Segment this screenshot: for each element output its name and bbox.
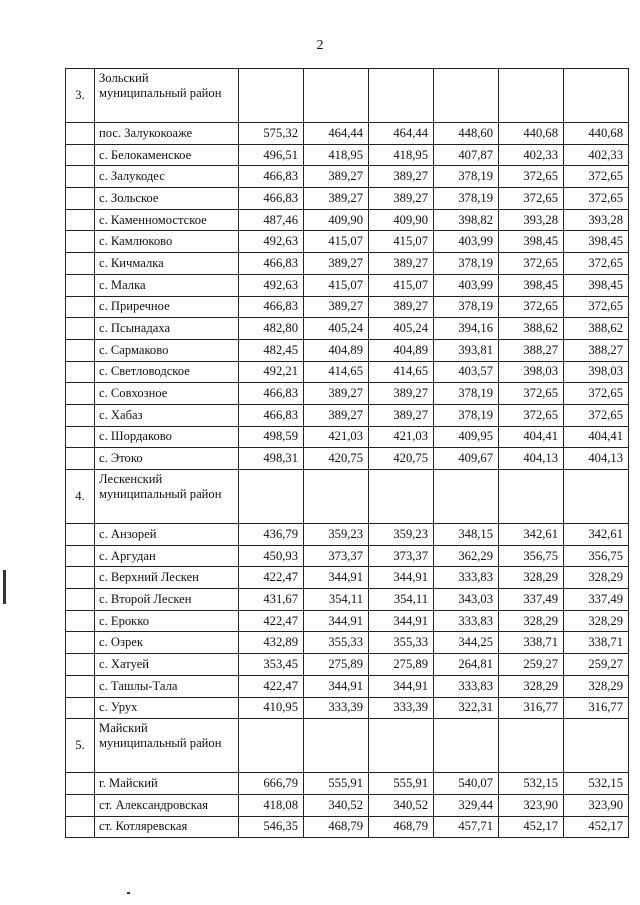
value-cell: 372,65 [499, 188, 564, 210]
value-cell: 378,19 [434, 166, 499, 188]
value-cell: 450,93 [239, 545, 304, 567]
value-cell: 264,81 [434, 654, 499, 676]
value-cell: 432,89 [239, 632, 304, 654]
value-cell: 452,17 [564, 816, 629, 838]
table-row [66, 773, 629, 795]
settlement-name-cell: пос. Залукокоаже [95, 123, 239, 145]
row-number-cell [66, 166, 95, 188]
settlement-name-cell: с. Верхний Лескен [95, 567, 239, 589]
value-cell: 466,83 [239, 296, 304, 318]
value-cell: 328,29 [564, 675, 629, 697]
value-cell: 259,27 [499, 654, 564, 676]
row-number-cell: 5. [66, 719, 95, 773]
value-cell [499, 470, 564, 524]
row-number-cell [66, 123, 95, 145]
value-cell: 405,24 [369, 318, 434, 340]
value-cell: 398,03 [499, 361, 564, 383]
settlement-name-cell: с. Аргудан [95, 545, 239, 567]
row-number-cell [66, 567, 95, 589]
value-cell: 328,29 [499, 675, 564, 697]
value-cell: 388,27 [564, 339, 629, 361]
value-cell: 372,65 [499, 404, 564, 426]
value-cell: 354,11 [304, 589, 369, 611]
settlement-name-cell: с. Малка [95, 274, 239, 296]
table-row [66, 816, 629, 838]
value-cell: 389,27 [304, 188, 369, 210]
value-cell: 328,29 [564, 567, 629, 589]
value-cell: 422,47 [239, 567, 304, 589]
value-cell: 388,62 [564, 318, 629, 340]
value-cell: 389,27 [304, 404, 369, 426]
table-row [66, 589, 629, 611]
row-number-cell [66, 632, 95, 654]
value-cell: 464,44 [369, 123, 434, 145]
value-cell: 389,27 [304, 296, 369, 318]
value-cell [369, 470, 434, 524]
value-cell [499, 719, 564, 773]
value-cell: 402,33 [499, 144, 564, 166]
row-number-cell [66, 361, 95, 383]
value-cell: 338,71 [564, 632, 629, 654]
value-cell: 356,75 [499, 545, 564, 567]
value-cell: 389,27 [304, 383, 369, 405]
value-cell: 403,57 [434, 361, 499, 383]
value-cell: 414,65 [369, 361, 434, 383]
table-row [66, 144, 629, 166]
settlement-name-cell: с. Кичмалка [95, 253, 239, 275]
value-cell: 344,25 [434, 632, 499, 654]
settlement-name-cell: с. Зольское [95, 188, 239, 210]
settlement-name-cell: с. Этоко [95, 448, 239, 470]
row-number-cell [66, 773, 95, 795]
value-cell: 378,19 [434, 383, 499, 405]
settlement-name-cell: г. Майский [95, 773, 239, 795]
row-number-cell [66, 253, 95, 275]
table-row [66, 274, 629, 296]
table-row [66, 654, 629, 676]
value-cell [434, 470, 499, 524]
settlement-name-cell: с. Шордаково [95, 426, 239, 448]
value-cell: 372,65 [499, 253, 564, 275]
value-cell: 398,45 [499, 274, 564, 296]
value-cell: 340,52 [304, 794, 369, 816]
value-cell: 404,41 [499, 426, 564, 448]
scan-dot [127, 892, 130, 894]
row-number-cell: 4. [66, 470, 95, 524]
table-row [66, 209, 629, 231]
value-cell: 328,29 [499, 567, 564, 589]
value-cell: 492,63 [239, 274, 304, 296]
value-cell: 466,83 [239, 188, 304, 210]
value-cell: 372,65 [564, 188, 629, 210]
table-row [66, 188, 629, 210]
value-cell: 405,24 [304, 318, 369, 340]
table-row [66, 253, 629, 275]
settlement-name-cell: ст. Котляревская [95, 816, 239, 838]
value-cell [434, 719, 499, 773]
value-cell: 362,29 [434, 545, 499, 567]
value-cell: 418,95 [369, 144, 434, 166]
value-cell: 389,27 [369, 188, 434, 210]
value-cell: 398,45 [499, 231, 564, 253]
table-row [66, 675, 629, 697]
value-cell: 407,87 [434, 144, 499, 166]
row-number-cell [66, 589, 95, 611]
table-row [66, 296, 629, 318]
value-cell: 323,90 [499, 794, 564, 816]
value-cell: 431,67 [239, 589, 304, 611]
value-cell: 415,07 [369, 274, 434, 296]
settlement-name-cell: с. Озрек [95, 632, 239, 654]
value-cell: 403,99 [434, 231, 499, 253]
value-cell: 420,75 [369, 448, 434, 470]
scan-mark [3, 570, 6, 604]
value-cell [499, 69, 564, 123]
value-cell: 418,08 [239, 794, 304, 816]
value-cell: 343,03 [434, 589, 499, 611]
value-cell: 388,27 [499, 339, 564, 361]
value-cell [304, 719, 369, 773]
table-row [66, 426, 629, 448]
value-cell: 340,52 [369, 794, 434, 816]
table-row [66, 567, 629, 589]
value-cell: 275,89 [304, 654, 369, 676]
table-row [66, 404, 629, 426]
value-cell [434, 69, 499, 123]
value-cell: 482,80 [239, 318, 304, 340]
settlement-name-cell: ст. Александровская [95, 794, 239, 816]
row-number-cell [66, 545, 95, 567]
table-row [66, 697, 629, 719]
row-number-cell [66, 794, 95, 816]
value-cell: 498,31 [239, 448, 304, 470]
value-cell: 393,81 [434, 339, 499, 361]
value-cell: 344,91 [369, 567, 434, 589]
value-cell: 353,45 [239, 654, 304, 676]
table-row [66, 383, 629, 405]
district-name-cell: Лескенский муниципальный район [95, 470, 239, 524]
row-number-cell [66, 188, 95, 210]
value-cell: 393,28 [564, 209, 629, 231]
value-cell: 546,35 [239, 816, 304, 838]
value-cell: 372,65 [564, 296, 629, 318]
value-cell: 409,90 [369, 209, 434, 231]
value-cell: 398,45 [564, 274, 629, 296]
value-cell: 404,13 [564, 448, 629, 470]
value-cell: 555,91 [369, 773, 434, 795]
table-row [66, 545, 629, 567]
value-cell: 487,46 [239, 209, 304, 231]
value-cell: 389,27 [369, 166, 434, 188]
row-number-cell [66, 231, 95, 253]
settlement-name-cell: с. Каменномостское [95, 209, 239, 231]
value-cell: 329,44 [434, 794, 499, 816]
settlement-name-cell: с. Камлюково [95, 231, 239, 253]
value-cell: 452,17 [499, 816, 564, 838]
value-cell: 342,61 [499, 524, 564, 546]
value-cell: 328,29 [499, 610, 564, 632]
value-cell: 333,39 [304, 697, 369, 719]
value-cell: 389,27 [369, 296, 434, 318]
row-number-cell [66, 524, 95, 546]
district-header-row [66, 470, 629, 524]
value-cell: 378,19 [434, 404, 499, 426]
table-row [66, 339, 629, 361]
value-cell: 440,68 [499, 123, 564, 145]
value-cell: 388,62 [499, 318, 564, 340]
value-cell [564, 470, 629, 524]
value-cell: 404,41 [564, 426, 629, 448]
row-number-cell [66, 697, 95, 719]
value-cell [564, 69, 629, 123]
row-number-cell [66, 426, 95, 448]
value-cell: 466,83 [239, 166, 304, 188]
row-number-cell [66, 404, 95, 426]
value-cell: 342,61 [564, 524, 629, 546]
value-cell: 378,19 [434, 253, 499, 275]
value-cell: 344,91 [304, 567, 369, 589]
value-cell: 344,91 [304, 610, 369, 632]
value-cell: 468,79 [369, 816, 434, 838]
settlement-name-cell: с. Анзорей [95, 524, 239, 546]
value-cell: 389,27 [369, 253, 434, 275]
value-cell: 323,90 [564, 794, 629, 816]
settlement-name-cell: с. Урух [95, 697, 239, 719]
value-cell [304, 470, 369, 524]
value-cell: 436,79 [239, 524, 304, 546]
value-cell: 372,65 [564, 383, 629, 405]
value-cell: 372,65 [499, 383, 564, 405]
value-cell: 316,77 [564, 697, 629, 719]
value-cell: 373,37 [304, 545, 369, 567]
value-cell: 466,83 [239, 404, 304, 426]
district-name-cell: Майский муниципальный район [95, 719, 239, 773]
value-cell: 372,65 [564, 404, 629, 426]
settlement-name-cell: с. Светловодское [95, 361, 239, 383]
value-cell [369, 719, 434, 773]
value-cell: 464,44 [304, 123, 369, 145]
value-cell: 348,15 [434, 524, 499, 546]
row-number-cell [66, 274, 95, 296]
value-cell: 344,91 [369, 675, 434, 697]
district-header-row [66, 69, 629, 123]
value-cell: 482,45 [239, 339, 304, 361]
page-number: 2 [316, 38, 324, 53]
settlement-name-cell: с. Хатуей [95, 654, 239, 676]
table-row [66, 318, 629, 340]
value-cell: 389,27 [304, 253, 369, 275]
value-cell [239, 470, 304, 524]
value-cell: 403,99 [434, 274, 499, 296]
value-cell: 372,65 [564, 166, 629, 188]
value-cell: 422,47 [239, 675, 304, 697]
row-number-cell: 3. [66, 69, 95, 123]
value-cell: 378,19 [434, 296, 499, 318]
value-cell: 359,23 [304, 524, 369, 546]
value-cell: 421,03 [369, 426, 434, 448]
value-cell: 466,83 [239, 253, 304, 275]
value-cell: 394,16 [434, 318, 499, 340]
value-cell: 422,47 [239, 610, 304, 632]
settlement-name-cell: с. Псынадаха [95, 318, 239, 340]
value-cell [369, 69, 434, 123]
value-cell: 398,03 [564, 361, 629, 383]
value-cell: 337,49 [499, 589, 564, 611]
value-cell: 415,07 [304, 274, 369, 296]
value-cell: 389,27 [304, 166, 369, 188]
value-cell: 532,15 [564, 773, 629, 795]
settlement-name-cell: с. Ташлы-Тала [95, 675, 239, 697]
value-cell: 333,39 [369, 697, 434, 719]
settlement-name-cell: с. Залукодес [95, 166, 239, 188]
value-cell: 333,83 [434, 675, 499, 697]
table-row [66, 231, 629, 253]
table-row [66, 524, 629, 546]
value-cell: 448,60 [434, 123, 499, 145]
table-row [66, 166, 629, 188]
value-cell: 344,91 [369, 610, 434, 632]
value-cell: 466,83 [239, 383, 304, 405]
value-cell: 398,82 [434, 209, 499, 231]
value-cell: 372,65 [499, 296, 564, 318]
table-row [66, 123, 629, 145]
row-number-cell [66, 339, 95, 361]
table-body [66, 69, 629, 838]
value-cell: 389,27 [369, 383, 434, 405]
value-cell: 410,95 [239, 697, 304, 719]
value-cell: 373,37 [369, 545, 434, 567]
value-cell: 420,75 [304, 448, 369, 470]
row-number-cell [66, 209, 95, 231]
value-cell: 354,11 [369, 589, 434, 611]
value-cell: 359,23 [369, 524, 434, 546]
district-name-cell: Зольский муниципальный район [95, 69, 239, 123]
table-row [66, 794, 629, 816]
value-cell: 344,91 [304, 675, 369, 697]
settlement-name-cell: с. Белокаменское [95, 144, 239, 166]
value-cell: 409,95 [434, 426, 499, 448]
value-cell: 492,63 [239, 231, 304, 253]
value-cell: 333,83 [434, 567, 499, 589]
settlement-name-cell: с. Сармаково [95, 339, 239, 361]
value-cell: 338,71 [499, 632, 564, 654]
value-cell: 415,07 [369, 231, 434, 253]
value-cell: 496,51 [239, 144, 304, 166]
value-cell: 389,27 [369, 404, 434, 426]
value-cell: 372,65 [499, 166, 564, 188]
value-cell: 468,79 [304, 816, 369, 838]
value-cell: 575,32 [239, 123, 304, 145]
value-cell: 355,33 [304, 632, 369, 654]
value-cell: 372,65 [564, 253, 629, 275]
value-cell: 259,27 [564, 654, 629, 676]
row-number-cell [66, 144, 95, 166]
row-number-cell [66, 383, 95, 405]
settlement-name-cell: с. Совхозное [95, 383, 239, 405]
value-cell: 418,95 [304, 144, 369, 166]
row-number-cell [66, 675, 95, 697]
row-number-cell [66, 816, 95, 838]
tariff-table [65, 68, 629, 838]
value-cell: 404,89 [304, 339, 369, 361]
value-cell: 415,07 [304, 231, 369, 253]
value-cell: 337,49 [564, 589, 629, 611]
value-cell: 316,77 [499, 697, 564, 719]
value-cell: 402,33 [564, 144, 629, 166]
value-cell: 356,75 [564, 545, 629, 567]
value-cell: 393,28 [499, 209, 564, 231]
value-cell: 498,59 [239, 426, 304, 448]
table-row [66, 632, 629, 654]
value-cell: 409,67 [434, 448, 499, 470]
value-cell: 355,33 [369, 632, 434, 654]
value-cell [304, 69, 369, 123]
district-header-row [66, 719, 629, 773]
value-cell [239, 719, 304, 773]
row-number-cell [66, 654, 95, 676]
value-cell [564, 719, 629, 773]
settlement-name-cell: с. Ерокко [95, 610, 239, 632]
value-cell: 322,31 [434, 697, 499, 719]
table-row [66, 610, 629, 632]
table-row [66, 448, 629, 470]
value-cell: 328,29 [564, 610, 629, 632]
table-row [66, 361, 629, 383]
settlement-name-cell: с. Хабаз [95, 404, 239, 426]
value-cell: 440,68 [564, 123, 629, 145]
value-cell [239, 69, 304, 123]
row-number-cell [66, 610, 95, 632]
value-cell: 540,07 [434, 773, 499, 795]
value-cell: 414,65 [304, 361, 369, 383]
value-cell: 532,15 [499, 773, 564, 795]
value-cell: 492,21 [239, 361, 304, 383]
value-cell: 333,83 [434, 610, 499, 632]
value-cell: 666,79 [239, 773, 304, 795]
row-number-cell [66, 318, 95, 340]
value-cell: 378,19 [434, 188, 499, 210]
value-cell: 421,03 [304, 426, 369, 448]
value-cell: 398,45 [564, 231, 629, 253]
value-cell: 275,89 [369, 654, 434, 676]
settlement-name-cell: с. Приречное [95, 296, 239, 318]
value-cell: 404,89 [369, 339, 434, 361]
value-cell: 409,90 [304, 209, 369, 231]
value-cell: 457,71 [434, 816, 499, 838]
value-cell: 404,13 [499, 448, 564, 470]
row-number-cell [66, 448, 95, 470]
value-cell: 555,91 [304, 773, 369, 795]
settlement-name-cell: с. Второй Лескен [95, 589, 239, 611]
row-number-cell [66, 296, 95, 318]
